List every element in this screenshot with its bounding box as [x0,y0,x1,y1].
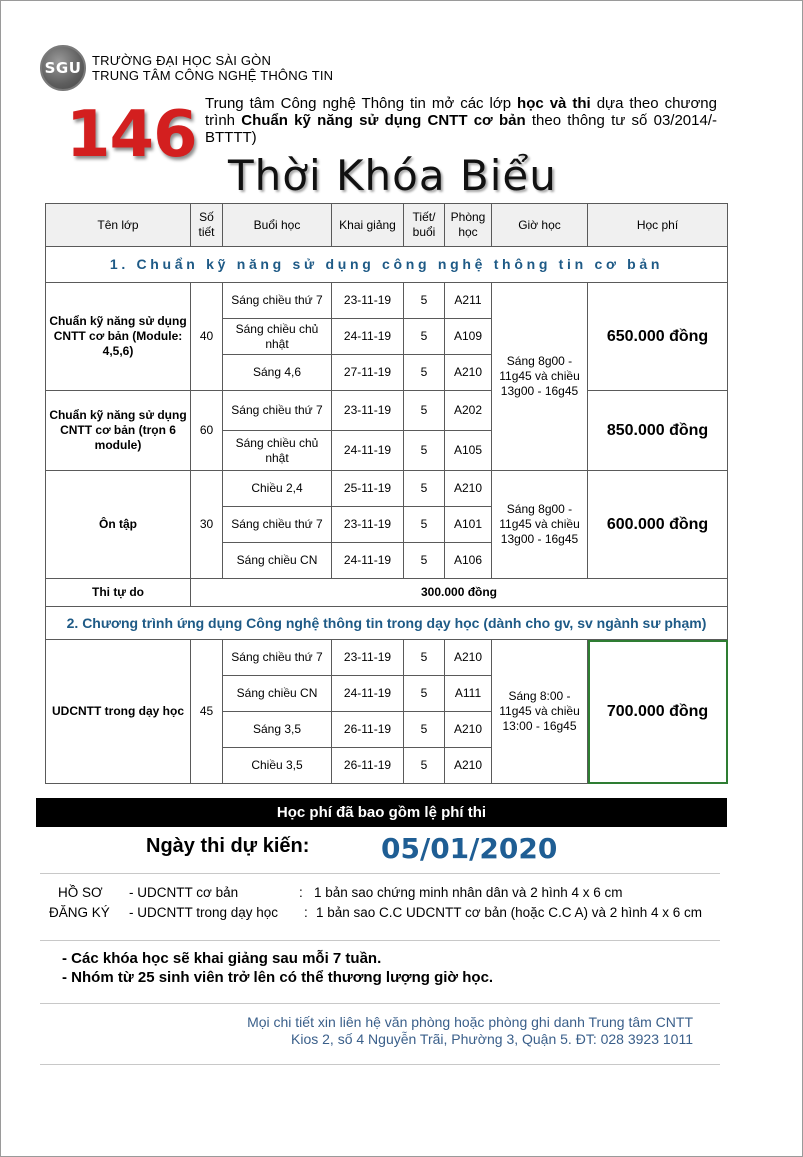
session-cell: Sáng 4,6 [223,355,332,391]
registration-requirement-2: 1 bản sao C.C UDCNTT cơ bản (hoặc C.C A) và 2 hình 4 x 6 cm [316,905,703,920]
divider [40,1064,720,1065]
registration-label-1: HỒ SƠ [58,885,103,900]
start-date-cell: 23-11-19 [332,283,404,319]
section-1-title: 1. Chuẩn kỹ năng sử dụng công nghệ thông tin cơ bản [46,247,728,283]
periods-cell: 5 [404,283,445,319]
periods-cell: 5 [404,712,445,748]
registration-colon-1: : [299,885,303,900]
start-date-cell: 24-11-19 [332,676,404,712]
table-row [46,640,728,676]
section-2-title: 2. Chương trình ứng dụng Công nghệ thông tin trong dạy học (dành cho gv, sv ngành sư phạm) [46,607,728,640]
exam-date-label: Ngày thi dự kiến: [146,835,310,857]
room-cell: A105 [445,431,492,471]
fee-note-banner: Học phí đã bao gồm lệ phí thi [36,798,727,827]
section-row [46,247,728,283]
intro-text-d: Chuẩn kỹ năng sử dụng CNTT cơ bản [241,112,526,129]
class-time: Sáng 8g00 - 11g45 và chiều 13g00 - 16g45 [492,471,588,579]
class-name: UDCNTT trong dạy học [46,640,191,784]
start-date-cell: 23-11-19 [332,640,404,676]
session-cell: Sáng chiều thứ 7 [223,391,332,431]
room-cell: A202 [445,391,492,431]
periods-cell: 5 [404,507,445,543]
center-name: TRUNG TÂM CÔNG NGHỆ THÔNG TIN [92,68,334,83]
session-cell: Sáng 3,5 [223,712,332,748]
session-cell: Chiều 2,4 [223,471,332,507]
class-fee[interactable]: 700.000 đồng [588,640,728,784]
room-cell: A106 [445,543,492,579]
col-header-room: Phòng học [445,204,492,247]
class-hours: 45 [191,640,223,784]
contact-line-1: Mọi chi tiết xin liên hệ văn phòng hoặc phòng ghi danh Trung tâm CNTT [247,1014,693,1030]
periods-cell: 5 [404,676,445,712]
registration-item-2: - UDCNTT trong dạy học [129,905,279,920]
note-item: - Các khóa học sẽ khai giảng sau mỗi 7 tuần. [62,950,382,967]
session-cell: Sáng chiều CN [223,543,332,579]
logo-text: SGU [44,59,82,77]
col-header-session: Buổi học [223,204,332,247]
registration-item-1: - UDCNTT cơ bản [129,885,239,900]
periods-cell: 5 [404,319,445,355]
start-date-cell: 23-11-19 [332,391,404,431]
periods-cell: 5 [404,431,445,471]
periods-cell: 5 [404,391,445,431]
room-cell: A210 [445,471,492,507]
free-exam-name: Thi tự do [46,579,191,607]
room-cell: A211 [445,283,492,319]
session-cell: Sáng chiều chủ nhật [223,319,332,355]
class-hours: 40 [191,283,223,391]
free-exam-fee: 300.000 đồng [191,579,728,607]
col-header-hours: Số tiết [191,204,223,247]
class-hours: 30 [191,471,223,579]
table-row [46,471,728,507]
col-header-fee: Học phí [588,204,728,247]
periods-cell: 5 [404,471,445,507]
registration-requirement-1: 1 bản sao chứng minh nhân dân và 2 hình 4 x 6 cm [314,885,623,900]
room-cell: A101 [445,507,492,543]
periods-cell: 5 [404,640,445,676]
divider [40,873,720,874]
start-date-cell: 24-11-19 [332,543,404,579]
table-row [46,283,728,319]
table-header-row [46,204,728,247]
registration-label-2: ĐĂNG KÝ [49,905,110,920]
session-cell: Chiều 3,5 [223,748,332,784]
exam-date-value: 05/01/2020 [381,832,558,865]
col-header-class: Tên lớp [46,204,191,247]
session-cell: Sáng chiều thứ 7 [223,640,332,676]
col-header-periods: Tiết/ buổi [404,204,445,247]
university-name: TRƯỜNG ĐẠI HỌC SÀI GÒN [92,53,272,68]
room-cell: A210 [445,748,492,784]
class-fee: 600.000 đồng [588,471,728,579]
col-header-start: Khai giảng [332,204,404,247]
class-hours: 60 [191,391,223,471]
col-header-time: Giờ học [492,204,588,247]
class-name: Chuẩn kỹ năng sử dụng CNTT cơ bản (trọn 6 module) [46,391,191,471]
room-cell: A111 [445,676,492,712]
start-date-cell: 26-11-19 [332,712,404,748]
start-date-cell: 24-11-19 [332,319,404,355]
intro-text-e: theo thông tư số 03/2014/-BTTTT) [205,112,717,146]
start-date-cell: 25-11-19 [332,471,404,507]
session-cell: Sáng chiều chủ nhật [223,431,332,471]
announcement-number: 146 [66,98,197,172]
periods-cell: 5 [404,355,445,391]
contact-line-2: Kios 2, số 4 Nguyễn Trãi, Phường 3, Quận 5. ĐT: 028 3923 1011 [291,1031,693,1047]
room-cell: A109 [445,319,492,355]
intro-paragraph [205,95,717,146]
periods-cell: 5 [404,748,445,784]
class-fee: 850.000 đồng [588,391,728,471]
class-fee: 650.000 đồng [588,283,728,391]
class-name: Chuẩn kỹ năng sử dụng CNTT cơ bản (Module: 4,5,6) [46,283,191,391]
intro-text-b: học và thi [517,95,591,112]
class-time: Sáng 8:00 - 11g45 và chiều 13:00 - 16g45 [492,640,588,784]
start-date-cell: 24-11-19 [332,431,404,471]
divider [40,1003,720,1004]
registration-colon-2: : [304,905,308,920]
intro-text-c: dựa theo chương trình [205,95,717,129]
periods-cell: 5 [404,543,445,579]
session-cell: Sáng chiều CN [223,676,332,712]
divider [40,940,720,941]
room-cell: A210 [445,355,492,391]
table-row [46,579,728,607]
start-date-cell: 27-11-19 [332,355,404,391]
university-logo [40,45,86,91]
start-date-cell: 26-11-19 [332,748,404,784]
note-item: - Nhóm từ 25 sinh viên trở lên có thể thương lượng giờ học. [62,969,494,986]
session-cell: Sáng chiều thứ 7 [223,283,332,319]
section-row [46,607,728,640]
room-cell: A210 [445,712,492,748]
intro-text-a: Trung tâm Công nghệ Thông tin mở các lớp [205,95,518,112]
table-row [46,391,728,431]
schedule-table [45,203,728,784]
session-cell: Sáng chiều thứ 7 [223,507,332,543]
room-cell: A210 [445,640,492,676]
class-name: Ôn tập [46,471,191,579]
page-title: Thời Khóa Biểu [228,151,557,200]
start-date-cell: 23-11-19 [332,507,404,543]
class-time: Sáng 8g00 - 11g45 và chiều 13g00 - 16g45 [492,283,588,471]
